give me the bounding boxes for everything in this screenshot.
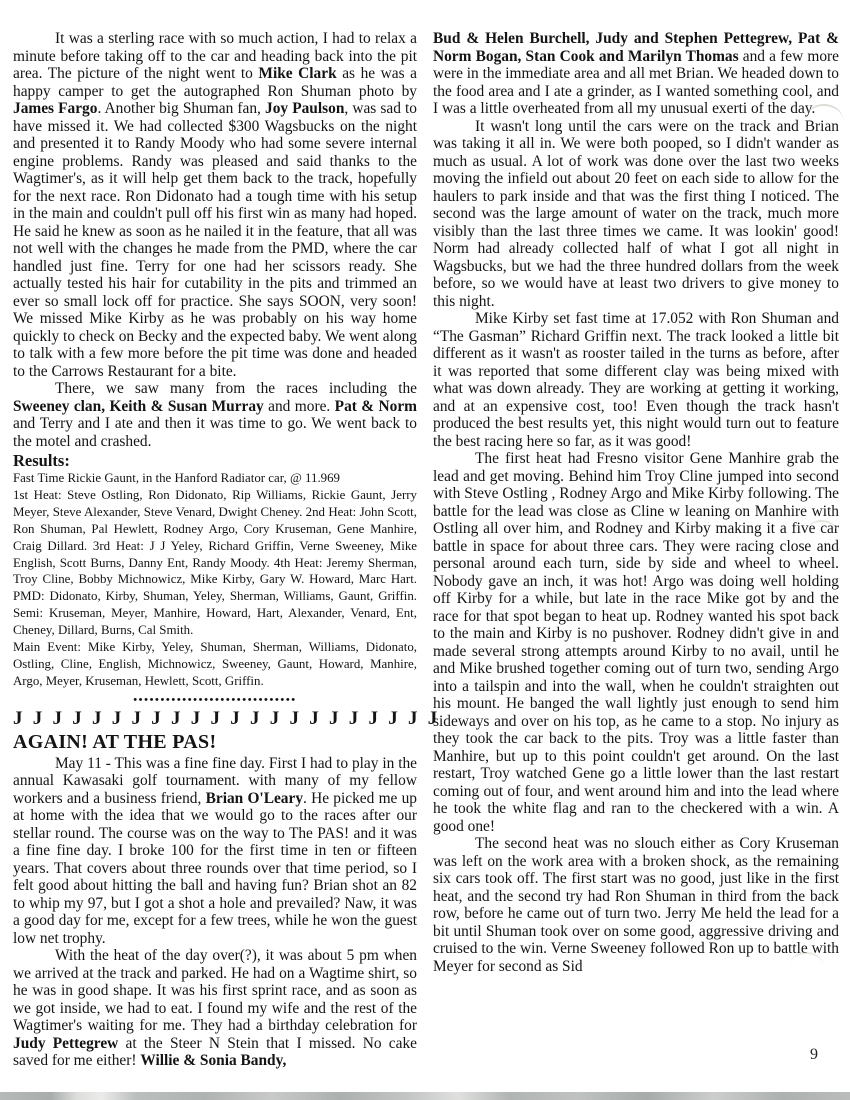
body-paragraph: It was a sterling race with so much action, I had to relax a minute before taking off to the car and heading back into the pit area. The picture of the night went to Mike Clark as he was a happy camper to get the autographed Ron Shuman photo by James Fargo. Another big Shuman fan, Joy Paulson, was sad to have missed it. We had collected $300 Wagsbucks on the night and presented it to Randy Moody who had some severe internal engine problems. Randy was pleased and said thanks to the Wagtimer's, as it will help get them back to the track, hopefully for the next race. Ron Didonato had a tough time with his setup in the main and couldn't pull off his first win as many had hoped. He said he knew as soon as he nailed it in the feature, that all was not well with the changes he made from the PMD, where the car handled just fine. Terry for one had her scissors ready. She actually tested his hair for cutability in the pits and trimmed an ever so small lock off for practice. She says SOON, very soon! We missed Mike Kirby as he was probably on his way home quickly to check on Becky and the expected baby. We went along to talk with a few more before the pit time was done and headed to the Carrows Restaurant for a bite. <box>13 30 417 380</box>
body-paragraph: The second heat was no slouch either as Cory Kruseman was left on the work area with a broken shock, as the remaining six cars took off. The first start was no good, just like in the first heat, and the second try had Ron Shuman in third from the back row, before he came out of turn two. Jerry Me held the lead for a bit until Shuman took over on some good, aggressive driving and cruised to the win. Verne Sweeney followed Ron up to battle with Meyer for second as Sid <box>433 835 839 975</box>
right-column <box>433 30 839 1070</box>
left-column <box>13 30 438 1070</box>
body-paragraph: There, we saw many from the races including the Sweeney clan, Keith & Susan Murray and more. Pat & Norm and Terry and I ate and then it was time to go. We went back to the motel and crashed. <box>13 380 417 450</box>
body-paragraph: May 11 - This was a fine fine day. First I had to play in the annual Kawasaki golf tournament. with many of my fellow workers and a business friend, Brian O'Leary. He picked me up at home with the idea that we would go to the races after our stellar round. The course was on the way to The PAS! and it was a fine fine day. I broke 100 for the first time in ten or fifteen years. That covers about three rounds over that time period, so I felt good about hitting the ball and having fun? Brian shot an 82 to whip my 97, but I got a shot a hole and prevailed? Naw, it was a good day for me, except for a few trees, while he won the guest low net trophy. <box>13 754 418 947</box>
main-event-line: Main Event: Mike Kirby, Yeley, Shuman, Sherman, Williams, Didonato, Ostling, Cline, English, Michnowicz, Sweeney, Gaunt, Howard, Manhire, Argo, Meyer, Kruseman, Hewlett, Scott, Griffin. <box>13 640 417 688</box>
page-number: 9 <box>810 1046 818 1063</box>
results-block <box>13 470 417 690</box>
body-paragraph: It wasn't long until the cars were on the track and Brian was taking it all in. We were both pooped, so I didn't wander as much as usual. A lot of work was done over the last two weeks moving the infield out about 20 feet on each side to allow for the haulers to park inside and that was the first thing I noticed. The second was the large amount of water on the track, much more visibly than the last three times we came. It was lookin' good! Norm had already collected half of what I got all night in Wagsbucks, but we had the three hundred dollars from the week before, so we would have at least two drivers to give money to this night. <box>433 117 839 310</box>
body-paragraph: Mike Kirby set fast time at 17.052 with Ron Shuman and “The Gasman” Richard Griffin next. The track looked a little bit different as it wasn't as rooster tailed in the turns as before, after it was reported that some different clay was being mixed with what was down already. They are working at getting it working, and at an expensive cost, too! Even though the track hasn't produced the best results yet, this night would turn out to feature the best racing here so far, as it was good! <box>433 310 839 450</box>
fast-time-line: Fast Time Rickie Gaunt, in the Hanford Radiator car, @ 11.969 <box>13 471 341 485</box>
dots-separator: •••••••••••••••••••••••••••••• <box>133 693 297 706</box>
results-heading: Results: <box>13 451 70 470</box>
body-paragraph: Bud & Helen Burchell, Judy and Stephen Pettegrew, Pat & Norm Bogan, Stan Cook and Marilyn Thomas and a few more were in the immediate area and all met Brian. We headed down to the food area and I ate a grinder, as I wanted something cool, and I was a little overheated from all my unusual exerti of the day. <box>433 30 839 117</box>
j-decoration-row: J J J J J J J J J J J J J J J J J J J J J J <box>13 707 438 729</box>
scan-edge-bar <box>0 1092 850 1100</box>
section-heading: AGAIN! AT THE PAS! <box>13 730 217 753</box>
body-paragraph: With the heat of the day over(?), it was about 5 pm when we arrived at the track and parked. He had on a Wagtime shirt, so he was in good shape. It was his first sprint race, and as soon as we got inside, we had to eat. I found my wife and the rest of the Wagtimer's waiting for me. They had a birthday celebration for Judy Pettegrew at the Steer N Stein that I missed. No cake saved for me either! Willie & Sonia Bandy, <box>13 947 417 1070</box>
heat-results-line: 1st Heat: Steve Ostling, Ron Didonato, Rip Williams, Rickie Gaunt, Jerry Meyer, Steve Alexander, Steve Venard, Dwight Cheney. 2nd Heat: John Scott, Ron Shuman, Pal Hewlett, Rodney Argo, Cory Kruseman, Gene Manhire, Craig Dillard. 3rd Heat: J J Yeley, Richard Griffin, Verne Sweeney, Mike English, Scott Burns, Danny Ent, Randy Moody. 4th Heat: Jeremy Sherman, Troy Cline, Bobby Michnowicz, Mike Kirby, Gary W. Howard, Marc Hart. PMD: Didonato, Kirby, Shuman, Yeley, Sherman, Williams, Gaunt, Griffin. Semi: Kruseman, Meyer, Manhire, Howard, Hart, Alexander, Venard, Ent, Cheney, Dillard, Burns, Cal Smith. <box>13 487 417 638</box>
body-paragraph: The first heat had Fresno visitor Gene Manhire grab the lead and get moving. Behind him Troy Cline jumped into second with Steve Ostling , Rodney Argo and Mike Kirby following. The battle for the lead was close as Cline w leaning on Manhire with Ostling all over him, and Rodney and Kirby making it a five car battle in space for about three cars. They were racing close and personal around each turn, side by side and wheel to wheel. Nobody gave an inch, it was hot! Argo was doing well holding off Kirby for a while, but late in the race Mike got by and the race for that spot began to heat up. Rodney wanted his spot back to the main and Kirby is no pushover. Rodney didn't give in and made several strong attempts around Kirby to no avail, until he and Mike brushed together coming out of turn two, sending Argo into a tailspin and into the wall, when he couldn't straighten out his mount. He banged the wall lightly just enough to send him sideways and over on his top, as he came to a stop. No injury as they took the car back to the pits. Troy was a little faster than Manhire, but up to this point couldn't get around. On the last restart, Troy watched Gene go a little lower than the last restart coming out of four, and went around him and into the lead where he took the white flag and ran to the checkered with a win. A good one! <box>433 450 839 835</box>
two-column-layout <box>13 30 839 1070</box>
